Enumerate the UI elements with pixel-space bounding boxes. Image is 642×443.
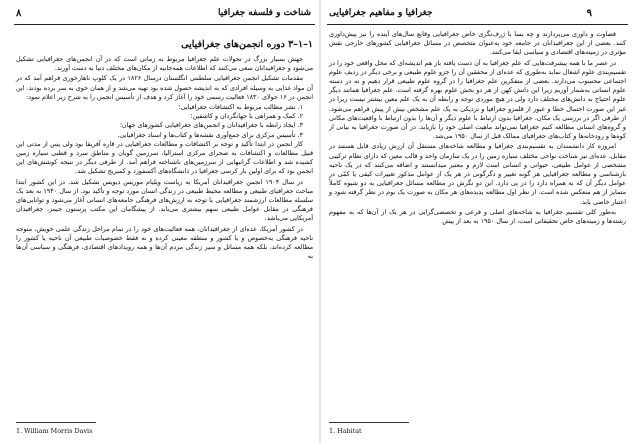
paragraph: در کشور آمریکا، عده‌ای از جغرافیدانان، همه فعالیت‌های خود را در تمام مراحل زندگی علمی خویش، متوجه ناحیه فرهنگی به‌خصوص و یا کشور و منطقه معینی کرده و نه فقط خصوصیات طبیعی آن ناحیه یا کشور را مطالعه کرده‌اند، بلکه همه مسائل و سیر زندگی مردم آن‌ها و همه رویدادهای اقتصادی، فرهنگی و سیاسی آن‌ها به — [16, 224, 313, 261]
left-page — [8, 0, 321, 443]
left-page-content — [16, 30, 313, 262]
paragraph: کار انجمن در ابتدا تأکید و توجه بر اکتشافات و مطالعات جغرافیایی در قاره آفریقا بود ولی پس از مدتی این قبیل مطالعات و اکتشافات به صحرای مرکزی استرالیا، سرزمین گویان و مناطق سرد و قطبی سیاره زمین کشیده شد و اطلاعات گرانبهایی از سرزمین‌های ناشناخته فراهم آمد. از طرفی دیگر در نتیجه کوشش‌های این انجمن بود که برای اولین بار کرسی جغرافیا در دانشگاه‌های آکسفورد و کمبریج تشکیل شد. — [16, 139, 313, 176]
footnote-rule — [16, 422, 96, 423]
left-header-rule — [14, 24, 315, 25]
list-item: ۴. تأسیس مرکزی برای جمع‌آوری نقشه‌ها و کتاب‌ها و اسناد جغرافیایی. — [117, 130, 303, 139]
footnote: 1. William Morris Davis — [16, 427, 93, 435]
left-page-header — [14, 8, 315, 22]
right-page — [321, 0, 634, 443]
list-item: ۲. کمک و همراهی با جهانگردان و کاشفین؛ — [190, 112, 303, 121]
footnote-rule — [329, 422, 409, 423]
right-page-content — [329, 30, 626, 227]
left-running-head: شناخت و فلسفه جغرافیا — [218, 8, 311, 18]
paragraph: جهش بسیار بزرگ در تحولات علم جغرافیا مربوط به زمانی است که در آن انجمن‌های جغرافیایی تشکیل می‌شود و جغرافیدانان سعی می‌کنند که اطلاعات همه‌جانبه از مکان‌های مختلف دنیا به دست آورند. — [16, 55, 313, 73]
left-page-number: ۸ — [16, 8, 22, 19]
right-running-head: جغرافیا و مفاهیم جغرافیایی — [329, 8, 433, 18]
right-header-rule — [327, 24, 628, 25]
list-item: ۳. ایجاد رابطه با جغرافیدانان و انجمن‌های جغرافیایی کشورهای جهان؛ — [119, 121, 303, 130]
list-item: ۱. نشر مطالب مربوط به اکتشافات جغرافیایی؛ — [178, 103, 303, 112]
right-page-number: ۹ — [586, 8, 592, 19]
paragraph: به‌طور کلی تقسیم جغرافیا به شاخه‌های اصلی و فرعی و تخصصی‌گرایی در هر یک از آن‌ها که به مفهوم رشته‌ها و زمینه‌های خاص تحقیقاتی است، از سال ۱۹۵۰ به بعد از پیش — [329, 207, 626, 226]
paragraph: قضاوت و داوری می‌پردازند و چه بسا با ژرف‌نگری خاص جغرافیایی وقایع سال‌های آینده را نیز پیش‌داوری کنند. بعضی از این جغرافیدانان در جامعه خود به‌عنوان متخصص در مسائل جغرافیایی کشورهای خارجی نقش مؤثری در زمینه‌های اقتصادی و سیاسی ایفا می‌کنند. — [329, 30, 626, 57]
paragraph: مقدمات تشکیل انجمن جغرافیایی سلطنتی انگلستان درسال ۱۸۲۶ در یک کلوپ ناهارخوری فراهم آمد که در آن مواد غذایی به وسیله افرادی که به اندیشه حصول شده بود تهیه می‌شد و از همان خوی به سر برده بودند. این انجمن در ۱۶ جولای ۱۸۳۰ فعالیت رسمی خود را آغاز کرد و هدف از تأسیس انجمن را به شرح زیر اعلام نمود: — [16, 74, 313, 101]
footnote: 1. Habitat — [329, 427, 362, 435]
section-title: ۱–۱–۳ دوره انجمن‌های جغرافیایی — [181, 39, 313, 50]
right-page-header — [327, 8, 628, 22]
paragraph: امروزه کار دانشمندان به تقسیم‌بندی جغرافیا و مطالعه شاخه‌های مستقل آن ارزش زیادی قایل هستند در مقابل، عده‌ای نیز شناخت نواحی مختلف سیاره زمین را در یک سازمان واحد و قالب معین که دارای نظام ترکیبی مشخصی از عوامل طبیعی، حیوانی و انسانی است لازم و معتبر میدانستند و اضافه می‌کنند که در یک ناحیه بازشناسی و مطالعه جغرافیایی هر گونه تغییر و دگرگونی در هر یک از عوامل مذکور تغییرات کیفی یا کمّی در عوامل دیگر آن که به همراه دارد را در پی دارد. این دو نگرش در مطالعه مسائل جغرافیایی به دو شیوه کاملاً متمایز از هم منعکس شده است. از نظر اول مطالعه پدیده‌های هر مکان به صورت یک بوم در نظر گرفته شود و اعتبار خاصی یابد. — [329, 142, 626, 206]
paragraph: در عصر ما با همه پیشرفت‌هایی که علم جغرافیا به آن دست یافته باز هم اندیشه‌ای که محل واقعی خود را در تقسیم‌بندی علوم اشغال نماید به‌طوری که عده‌ای از محققین آن را جزو علوم طبیعی و برخی دیگر در ردیف علوم اجتماعی محسوب می‌دارند. بعضی از متفکرین علم جغرافیا را در گروه علوم طبیعی قرار دهیم و نه در دسته علوم انسانی به‌شمار آوریم زیرا این دانش کهن از هر دو بخش علوم بهره گرفته است. علم جغرافیا همانند دیگر علوم احتیاج به دانش‌های مختلف دارد ولی در هیچ موردی توجه و رابطه آن به یک علم معین بیشتر نیست زیرا در غیر این صورت احتمال خطا و عبور از قلمرو جغرافیا و نزدیکی به یک علم مشخص بیش از پیش فراهم می‌شود. از طرفی اگر در بررسی یک مکان، جغرافیا بدون ارتباط با علوم دیگر و آن‌ها را بدون ارتباط با واقعیت‌های مکانی و گروه‌های انسانی مطالعه کنیم جغرافیا نمی‌تواند ماهیت اصلی خود را بازیابد. در آن صورت جغرافیا به بیانی از کوه‌ها و رودخانه‌ها و کتاب‌های جغرافیای ممالک قبل از سال ۱۹۵۰ می‌شد. — [329, 58, 626, 141]
paragraph: در سال ۱۹۰۴ انجمن جغرافیدانان آمریکا به ریاست ویلیام موریس دیویس تشکیل شد. در این کشور ابتدا مباحث جغرافیای طبیعی و مطالعه محیط طبیعی در زندگی انسان مورد توجه و تأکید بود. از سال ۱۹۴۰ به بعد یک سلسله مطالعات ارزشمند جغرافیایی با توجه به ارزش‌های فرهنگی جامعه‌های انسانی آغاز می‌شود و توانایی‌های فرهنگی در مقابل عوامل طبیعی سهم بیشتری می‌یابد. از پیشگامان این مکتب پرستون جیمز، جغرافیدان آمریکایی می‌باشد. — [16, 177, 313, 223]
